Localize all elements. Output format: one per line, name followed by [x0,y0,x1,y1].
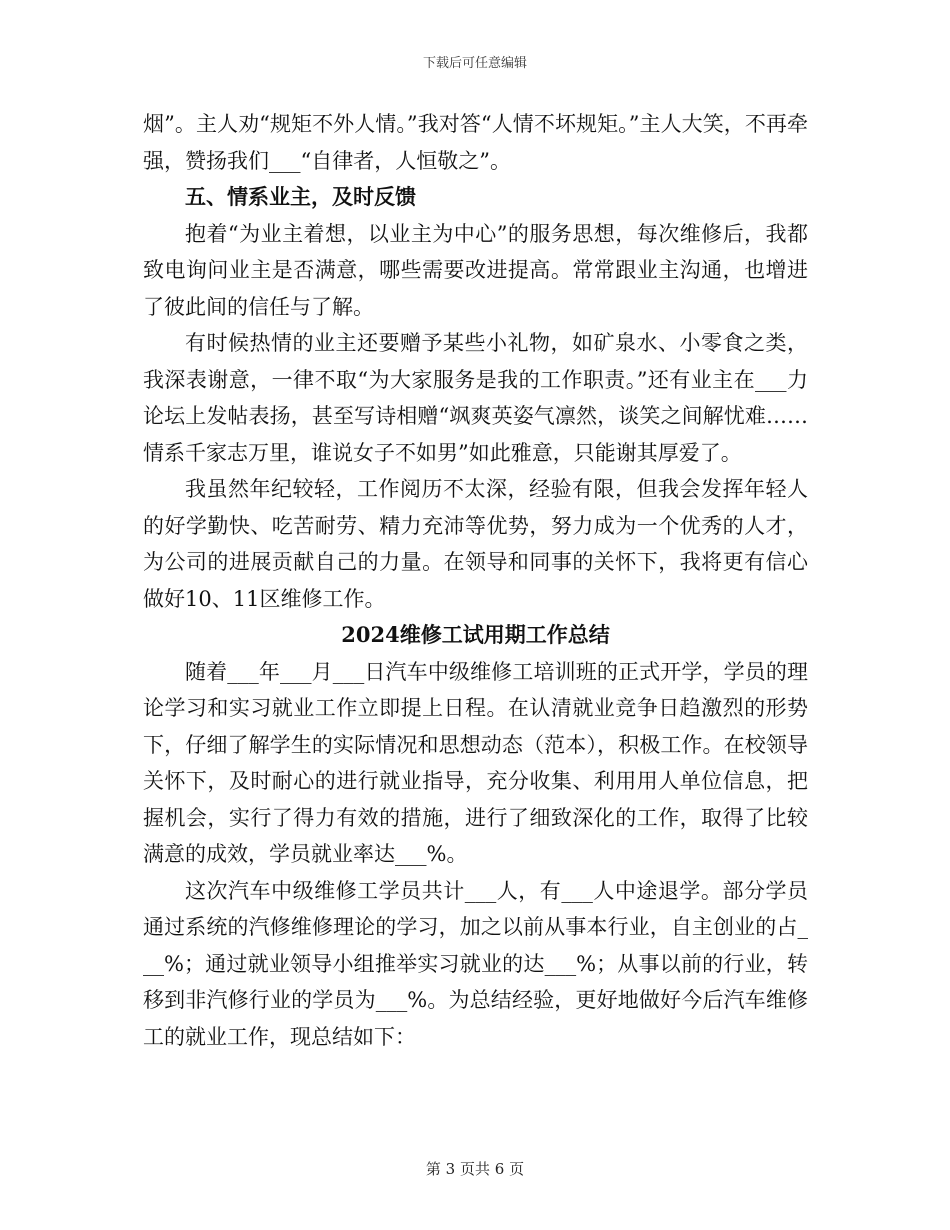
paragraph-stats: 这次汽车中级维修工学员共计___人，有___人中途退学。部分学员通过系统的汽修维修理论的学习，加之以前从事本行业，自主创业的占___%；通过就业领导小组推举实习就业的达___%；从事以前的行业，转移到非汽修行业的学员为___%。为总结经验，更好地做好今后汽车维修工的就业工作，现总结如下： [143,878,808,1049]
header-note: 下载后可任意编辑 [422,56,527,71]
document-title: 2024维修工试用期工作总结 [341,622,610,647]
paragraph-training: 随着___年___月___日汽车中级维修工培训班的正式开学，学员的理论学习和实习就业工作立即提上日程。在认清就业竞争日趋激烈的形势下，仔细了解学生的实际情况和思想动态（范本），积极工作。在校领导关怀下，及时耐心的进行就业指导，充分收集、利用用人单位信息，把握机会，实行了得力有效的措施，进行了细致深化的工作，取得了比较满意的成效，学员就业率达___%。 [143,659,808,866]
paragraph-gifts: 有时候热情的业主还要赠予某些小礼物，如矿泉水、小零食之类，我深表谢意，一律不取“为大家服务是我的工作职责。”还有业主在___力论坛上发帖表扬，甚至写诗相赠“飒爽英姿气凛然，谈笑之间解忧难……情系千家志万里，谁说女子不如男”如此雅意，只能谢其厚爱了。 [143,331,808,465]
section-heading-five: 五、情系业主，及时反馈 [185,184,416,209]
page-number: 第 3 页共 6 页 [425,1160,525,1178]
paragraph-continued: 烟”。主人劝“规矩不外人情。”我对答“人情不坏规矩。”主人大笑，不再牵强，赞扬我们___“自律者，人恒敬之”。 [143,112,808,173]
paragraph-future: 我虽然年纪较轻，工作阅历不太深，经验有限，但我会发挥年轻人的好学勤快、吃苦耐劳、精力充沛等优势，努力成为一个优秀的人才，为公司的进展贡献自己的力量。在领导和同事的关怀下，我将更有信心做好10、11区维修工作。 [143,477,808,611]
paragraph-service: 抱着“为业主着想，以业主为中心”的服务思想，每次维修后，我都致电询问业主是否满意，哪些需要改进提高。常常跟业主沟通，也增进了彼此间的信任与了解。 [143,221,808,319]
document-body [143,106,808,1055]
